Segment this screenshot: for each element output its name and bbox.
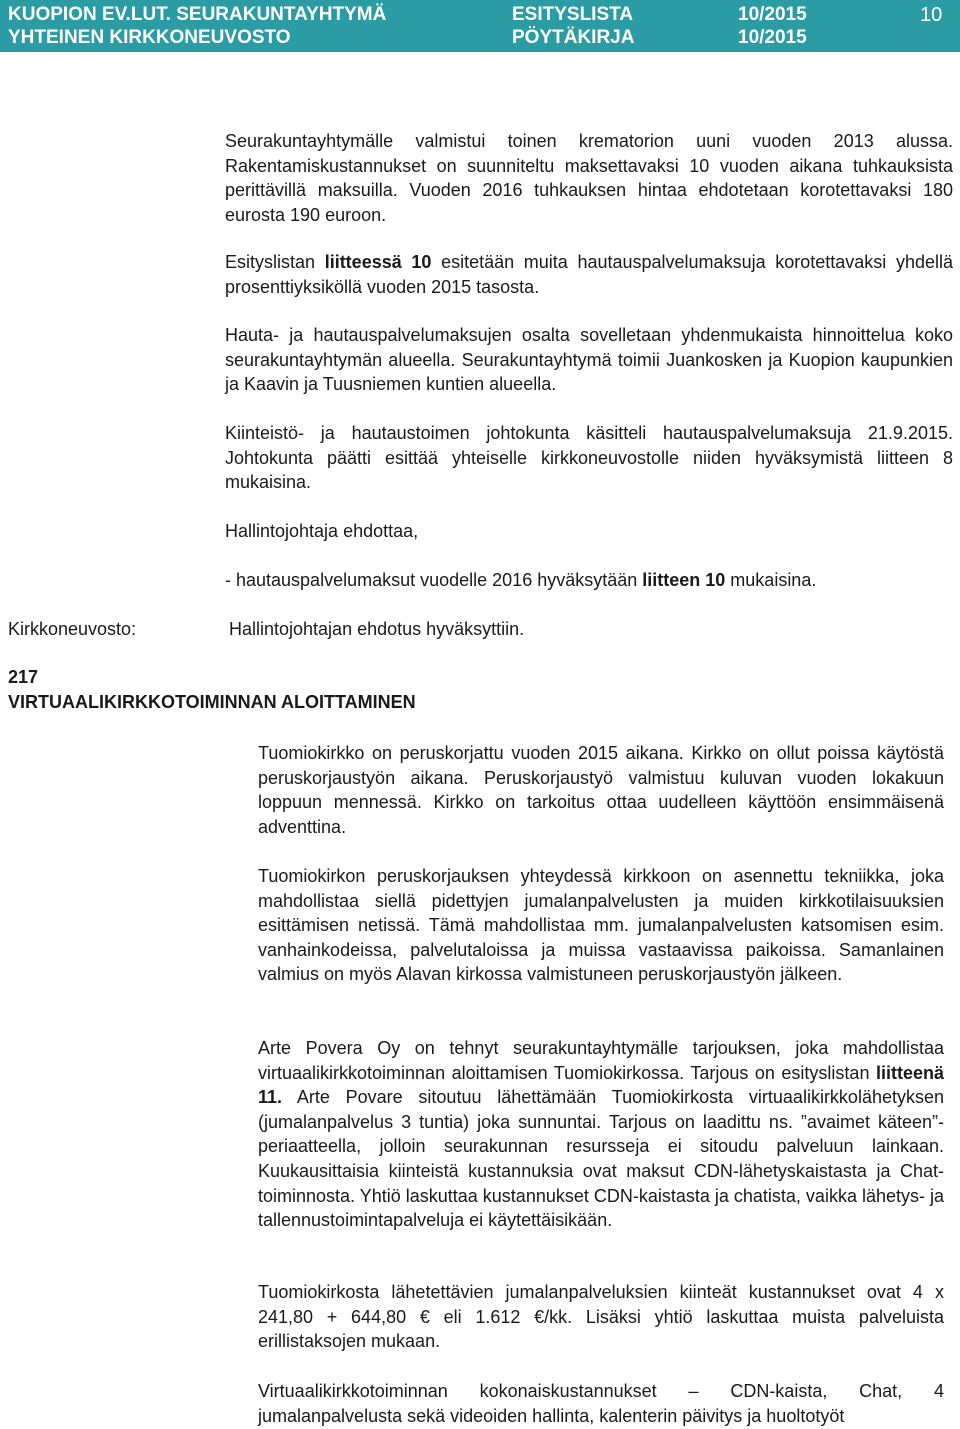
paragraph-pricing: Hauta- ja hautauspalvelumaksujen osalta sovelletaan yhdenmukaista hinnoittelua koko seurakuntayhtymän alueella. Seurakuntayhtymä toimii Juankosken ja Kuopion kaupunkien ja Kaavin ja Tuusniemen kuntien alueella. — [225, 325, 953, 395]
paragraph-cathedral-renovation: Tuomiokirkko on peruskorjattu vuoden 2015 aikana. Kirkko on ollut poissa käytöstä peruskorjaustyön aikana. Peruskorjaustyö valmistuu kuluvan vuoden lokakuun loppuun mennessä. Kirkko on tarkoitus ottaa uudelleen käyttöön ensimmäisenä adventtina. — [258, 743, 944, 837]
paragraph-offer: Arte Povera Oy on tehnyt seurakuntayhtymälle tarjouksen, joka mahdollistaa virtuaalikirkkotoiminnan aloittamisen Tuomiokirkossa. Tarjous on esityslistan liitteenä 11. Arte Povare sitoutuu lähettämään Tuomiokirkosta virtuaalikirkkolähetyksen (jumalanpalvelus 3 tuntia) joka sunnuntai. Tarjous on laadittu ns. ”avaimet käteen”-periaatteella, jolloin seurakunnan resursseja ei sitoudu palveluun lainkaan. Kuukausittaisia kiinteistä kustannuksia ovat maksut CDN-lähetyskaistasta ja Chat-toiminnosta. Yhtiö laskuttaa kustannukset CDN-kaistasta ja chatista, vaikka lähetys- ja tallennustoimintapalveluja ei käytettäisikään. — [258, 1038, 944, 1231]
header-doc-number-2: 10/2015 — [738, 27, 807, 48]
header-doc-type-agenda: ESITYSLISTA — [512, 4, 634, 25]
decision-label: Kirkkoneuvosto: — [8, 619, 137, 639]
section-title: VIRTUAALIKIRKKOTOIMINNAN ALOITTAMINEN — [8, 692, 416, 712]
page-header — [0, 0, 960, 52]
paragraph-streaming-tech: Tuomiokirkon peruskorjauksen yhteydessä kirkkoon on asennettu tekniikka, joka mahdollistaa siellä pidettyjen jumalanpalvelusten ja muiden kirkkotilaisuuksien esittämisen netissä. Tämä mahdollistaa mm. jumalanpalvelusten katsomisen esim. vanhainkodeissa, palvelutaloissa ja muissa vastaavissa paikoissa. Samanlainen valmius on myös Alavan kirkossa valmistuneen peruskorjaustyön jälkeen. — [258, 866, 944, 985]
paragraph-crematorium: Seurakuntayhtymälle valmistui toinen krematorion uuni vuoden 2013 alussa. Rakentamiskustannukset on suunniteltu maksettavaksi 10 vuoden aikana tuhkauksista perittävillä maksuilla. Vuoden 2016 tuhkauksen hintaa ehdotetaan korotettavaksi 180 eurosta 190 euroon. — [225, 131, 953, 225]
decision-text: Hallintojohtajan ehdotus hyväksyttiin. — [229, 619, 525, 639]
paragraph-costs: Tuomiokirkosta lähetettävien jumalanpalveluksien kiinteät kustannukset ovat 4 x 241,80 + 644,80 € eli 1.612 €/kk. Lisäksi yhtiö laskuttaa muista palveluista erillistaksojen mukaan. — [258, 1282, 944, 1352]
header-org-line2: YHTEINEN KIRKKONEUVOSTO — [8, 27, 291, 48]
header-org-line1: KUOPION EV.LUT. SEURAKUNTAYHTYMÄ — [8, 4, 387, 25]
page-number: 10 — [920, 4, 943, 26]
header-doc-type-minutes: PÖYTÄKIRJA — [512, 27, 635, 48]
paragraph-board: Kiinteistö- ja hautaustoimen johtokunta käsitteli hautauspalvelumaksuja 21.9.2015. Johtokunta päätti esittää yhteiselle kirkkoneuvostolle niiden hyväksymistä liitteen 8 mukaisina. — [225, 423, 953, 493]
header-doc-number-1: 10/2015 — [738, 4, 807, 25]
paragraph-total-costs: Virtuaalikirkkotoiminnan kokonaiskustannukset – CDN-kaista, Chat, 4 jumalanpalvelusta sekä videoiden hallinta, kalenterin päivitys ja huoltotyöt — [258, 1381, 944, 1426]
paragraph-proposal-intro: Hallintojohtaja ehdottaa, — [225, 521, 419, 541]
paragraph-attachment-10: Esityslistan liitteessä 10 esitetään muita hautauspalvelumaksuja korotettavaksi yhdellä prosenttiyksiköllä vuoden 2015 tasosta. — [225, 252, 953, 297]
section-number: 217 — [8, 667, 39, 687]
paragraph-proposal-item: - hautauspalvelumaksut vuodelle 2016 hyväksytään liitteen 10 mukaisina. — [225, 570, 817, 590]
